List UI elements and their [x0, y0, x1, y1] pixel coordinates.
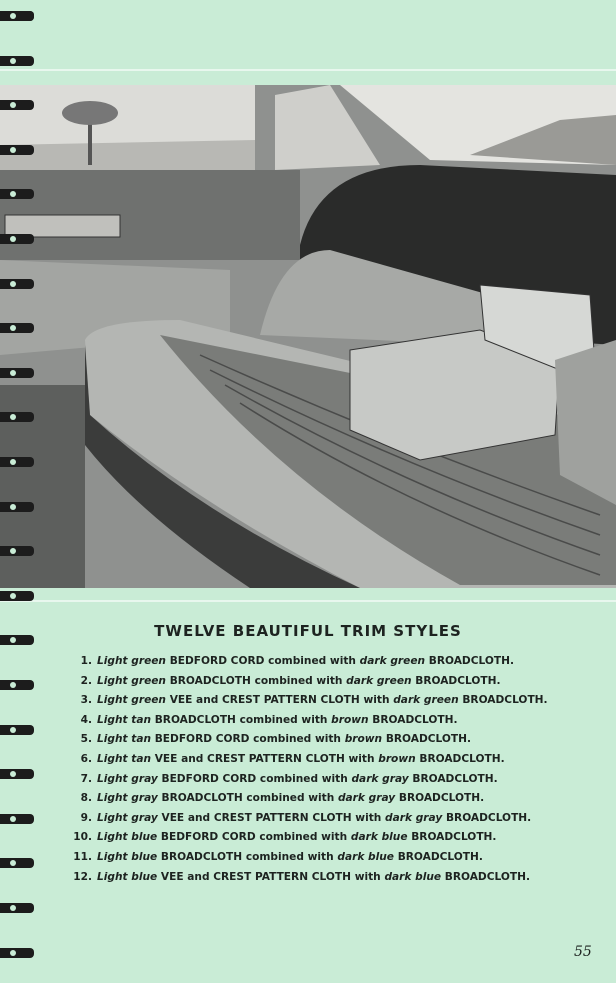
spiral-ring	[0, 142, 38, 158]
trim-style-item	[62, 672, 548, 692]
item-dark-color: dark green	[346, 674, 412, 687]
trim-style-item	[62, 789, 548, 809]
item-light-color: Light gray	[97, 811, 158, 824]
item-end-fabric: BROADCLOTH.	[445, 811, 532, 824]
spiral-ring	[0, 320, 38, 336]
item-light-color: Light blue	[97, 870, 158, 883]
item-end-fabric: BROADCLOTH.	[412, 772, 498, 785]
image-bottom-rule	[0, 600, 616, 602]
item-num: 9.	[80, 811, 92, 824]
item-num: 10.	[73, 831, 92, 844]
item-fabric: BROADCLOTH	[160, 850, 243, 863]
item-connector: combined with	[268, 655, 356, 667]
spiral-ring	[0, 855, 38, 871]
page-heading: TWELVE BEAUTIFUL TRIM STYLES	[154, 622, 462, 640]
item-fabric: BEDFORD CORD	[169, 655, 265, 667]
item-fabric: BROADCLOTH	[169, 674, 251, 687]
trim-style-item	[62, 828, 548, 848]
item-fabric: BEDFORD CORD	[161, 772, 257, 785]
item-num: 11.	[73, 850, 92, 863]
item-light-color: Light tan	[97, 713, 152, 726]
item-connector: combined with	[253, 733, 341, 746]
item-connector: with	[363, 694, 390, 707]
item-dark-color: dark blue	[350, 831, 408, 844]
item-end-fabric: BROADCLOTH.	[398, 792, 485, 805]
item-num: 4.	[80, 713, 92, 726]
item-fabric: BEDFORD CORD	[160, 831, 256, 844]
item-light-color: Light green	[97, 674, 166, 687]
trim-style-item	[62, 750, 548, 770]
top-rule	[0, 69, 616, 71]
item-dark-color: brown	[331, 713, 369, 726]
item-end-fabric: BROADCLOTH.	[411, 831, 497, 844]
item-connector: with	[348, 752, 375, 765]
spiral-ring	[0, 53, 38, 69]
item-fabric: VEE and CREST PATTERN CLOTH	[169, 694, 360, 707]
spiral-ring	[0, 543, 38, 559]
trim-styles-list	[62, 652, 548, 887]
spiral-ring	[0, 365, 38, 381]
spiral-ring	[0, 499, 38, 515]
item-light-color: Light blue	[97, 850, 158, 863]
spiral-ring	[0, 454, 38, 470]
item-light-color: Light green	[97, 694, 166, 707]
item-dark-color: dark blue	[384, 870, 442, 883]
item-dark-color: dark blue	[337, 850, 394, 863]
trim-style-item	[62, 730, 548, 750]
item-num: 12.	[73, 870, 92, 883]
spiral-ring	[0, 722, 38, 738]
item-dark-color: dark green	[359, 655, 426, 667]
item-fabric: VEE and CREST PATTERN CLOTH	[160, 870, 351, 883]
item-connector: combined with	[245, 850, 334, 863]
item-dark-color: dark gray	[351, 772, 409, 785]
spiral-ring	[0, 231, 38, 247]
spiral-ring	[0, 900, 38, 916]
spiral-ring	[0, 8, 38, 24]
spiral-ring	[0, 97, 38, 113]
trim-style-item	[62, 691, 548, 711]
item-num: 3.	[80, 694, 92, 707]
spiral-ring	[0, 766, 38, 782]
item-fabric: VEE and CREST PATTERN CLOTH	[161, 811, 352, 824]
item-end-fabric: BROADCLOTH.	[397, 850, 483, 863]
item-end-fabric: BROADCLOTH.	[428, 655, 514, 667]
spiral-ring	[0, 632, 38, 648]
item-end-fabric: BROADCLOTH.	[462, 694, 548, 707]
spiral-ring	[0, 409, 38, 425]
spiral-ring	[0, 276, 38, 292]
page-number: 55	[574, 944, 592, 960]
item-fabric: BROADCLOTH	[161, 792, 243, 805]
item-end-fabric: BROADCLOTH.	[444, 870, 530, 883]
item-end-fabric: BROADCLOTH.	[415, 674, 501, 687]
spiral-ring	[0, 677, 38, 693]
trim-style-item	[62, 848, 548, 868]
item-fabric: VEE and CREST PATTERN CLOTH	[154, 752, 345, 765]
item-num: 8.	[80, 792, 92, 805]
item-connector: combined with	[259, 831, 348, 844]
item-connector: combined with	[239, 713, 328, 726]
item-light-color: Light tan	[97, 733, 152, 746]
item-dark-color: dark gray	[337, 792, 396, 805]
item-num: 5.	[80, 733, 92, 746]
item-light-color: Light green	[97, 655, 166, 667]
item-dark-color: brown	[378, 752, 416, 765]
spiral-ring	[0, 588, 38, 604]
item-num: 2.	[80, 674, 92, 687]
trim-style-item	[62, 711, 548, 731]
trim-style-item	[62, 652, 548, 672]
trim-style-item	[62, 868, 548, 888]
item-end-fabric: BROADCLOTH.	[385, 733, 472, 746]
item-connector: combined with	[259, 772, 348, 785]
item-connector: combined with	[246, 792, 335, 805]
item-dark-color: brown	[344, 733, 383, 746]
item-end-fabric: BROADCLOTH.	[419, 752, 505, 765]
item-light-color: Light gray	[97, 792, 158, 805]
item-fabric: BEDFORD CORD	[154, 733, 250, 746]
item-num: 6.	[80, 752, 92, 765]
item-light-color: Light blue	[97, 831, 158, 844]
spiral-ring	[0, 945, 38, 961]
item-dark-color: dark green	[393, 694, 459, 707]
item-end-fabric: BROADCLOTH.	[372, 713, 458, 726]
car-interior-illustration	[0, 85, 616, 588]
item-dark-color: dark gray	[385, 811, 443, 824]
item-num: 1.	[80, 655, 92, 667]
item-connector: with	[355, 811, 382, 824]
item-light-color: Light tan	[97, 752, 152, 765]
trim-style-item	[62, 770, 548, 790]
item-num: 7.	[80, 772, 92, 785]
item-connector: combined with	[254, 674, 343, 687]
trim-style-item	[62, 809, 548, 829]
item-light-color: Light gray	[97, 772, 158, 785]
item-connector: with	[354, 870, 381, 883]
spiral-ring	[0, 811, 38, 827]
item-fabric: BROADCLOTH	[154, 713, 236, 726]
spiral-ring	[0, 186, 38, 202]
